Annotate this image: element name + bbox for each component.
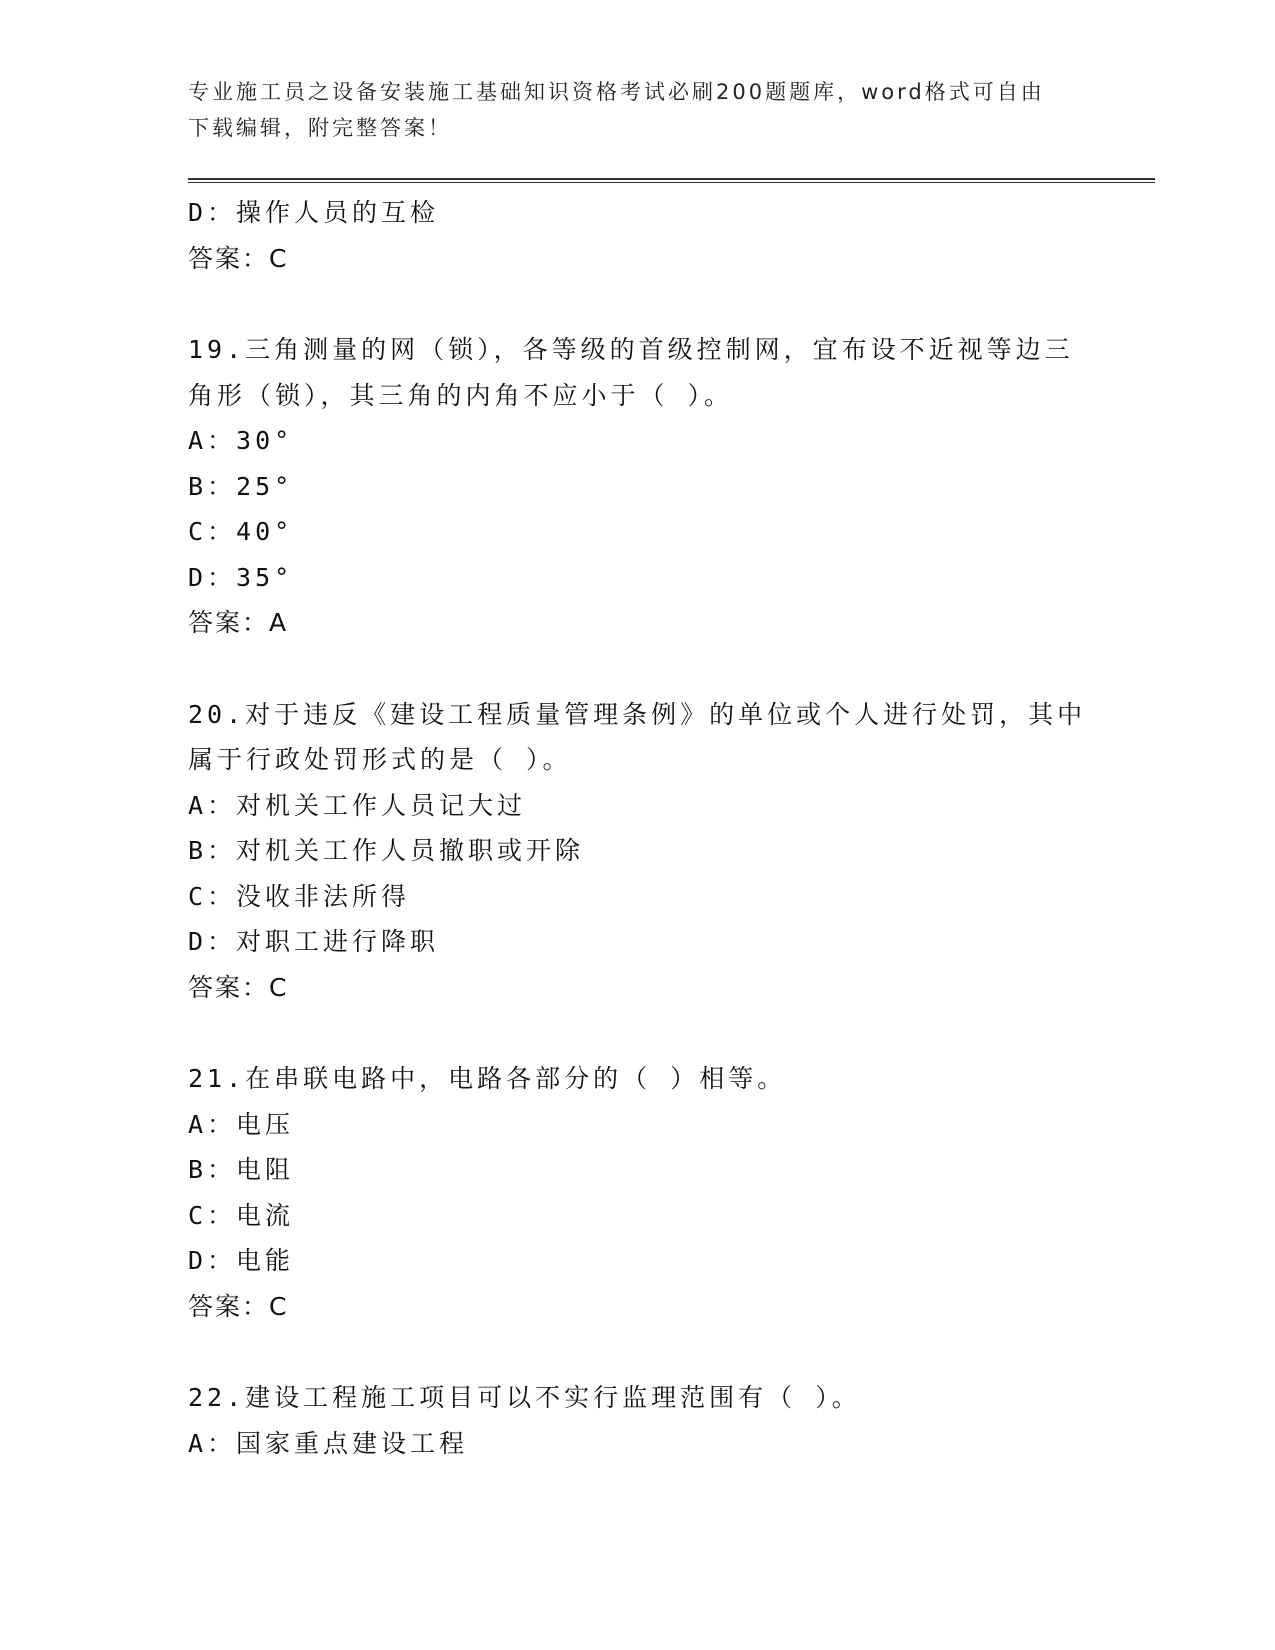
option-c: C：40°: [188, 517, 294, 546]
answer: 答案：A: [188, 608, 289, 637]
option-b: B：电阻: [188, 1155, 295, 1184]
question-text: 角形（锁），其三角的内角不应小于（ ）。: [188, 380, 734, 410]
answer: 答案：C: [188, 243, 289, 273]
question-text: 属于行政处罚形式的是（ ）。: [188, 745, 572, 774]
question-19: [188, 327, 1088, 646]
option-d: D：操作人员的互检: [188, 198, 440, 227]
option-d: D：对职工进行降职: [188, 927, 440, 956]
question-text: 19.三角测量的网（锁），各等级的首级控制网，宜布设不近视等边三: [188, 335, 1074, 364]
option-a: A：国家重点建设工程: [188, 1428, 469, 1458]
document-body: [188, 190, 1088, 1466]
option-c: C：电流: [188, 1200, 295, 1230]
header-rule: [188, 178, 1155, 180]
header-line-2: 下载编辑，附完整答案！: [188, 116, 452, 140]
question-text: 20.对于违反《建设工程质量管理条例》的单位或个人进行处罚，其中: [188, 699, 1087, 729]
header-line-1: 专业施工员之设备安装施工基础知识资格考试必刷200题题库，word格式可自由: [188, 80, 1045, 104]
question-20: [188, 692, 1088, 1011]
option-d: D：35°: [188, 562, 294, 592]
option-b: B：对机关工作人员撤职或开除: [188, 836, 585, 865]
question-21: [188, 1056, 1088, 1329]
option-a: A：电压: [188, 1109, 295, 1139]
option-b: B：25°: [188, 471, 294, 501]
option-a: A：30°: [188, 426, 294, 455]
option-a: A：对机关工作人员记大过: [188, 790, 527, 820]
answer: 答案：C: [188, 972, 289, 1002]
header-rule-thin: [188, 182, 1155, 183]
option-c: C：没收非法所得: [188, 881, 411, 911]
question-text: 21.在串联电路中，电路各部分的（ ）相等。: [188, 1064, 787, 1093]
document-header: [188, 74, 1088, 146]
question-22: [188, 1375, 1088, 1466]
question-text: 22.建设工程施工项目可以不实行监理范围有（ ）。: [188, 1383, 861, 1412]
option-d: D：电能: [188, 1246, 295, 1275]
answer: 答案：C: [188, 1291, 289, 1321]
